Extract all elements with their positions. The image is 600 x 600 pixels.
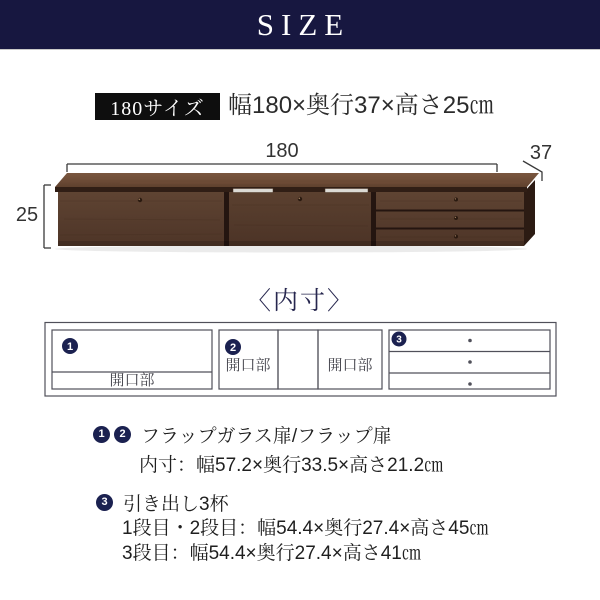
flap-badge-2: 2 [114, 426, 131, 443]
flap-badge-1: 1 [93, 426, 110, 443]
floor-shadow [55, 246, 527, 253]
drawers-title-line [96, 489, 229, 516]
opening-label-2a: 開口部 [225, 357, 271, 374]
drawer-divider [376, 228, 524, 230]
hinge-strip [325, 189, 368, 193]
opening-label-2b: 開口部 [327, 357, 373, 374]
page-title: SIZE [256, 6, 351, 42]
height-dimension-label: 25 [15, 204, 39, 226]
drawer-knob-dot [468, 339, 472, 343]
depth-dimension-label: 37 [529, 142, 553, 164]
drawers-badge: 3 [96, 494, 113, 511]
compartment-2-badge-number: 2 [229, 342, 237, 354]
header-bar [0, 0, 600, 50]
base-shading [58, 241, 524, 246]
compartment-3-badge-number: 3 [396, 334, 402, 346]
top-front-edge [55, 187, 527, 192]
inner-size-title: 〈内寸〉 [245, 288, 354, 315]
door-divider [224, 192, 229, 246]
drawers-dims-line-1 [122, 513, 488, 540]
flap-door-title: フラップガラス扉/フラップ扉 [141, 426, 392, 447]
compartment-1-badge-number: 1 [66, 341, 74, 353]
drawers-title: 引き出し3杯 [123, 494, 229, 515]
flap-door-title-line [93, 421, 392, 448]
top-surface [55, 173, 539, 187]
drawer-knob-dot [468, 382, 472, 386]
door-divider [371, 192, 376, 246]
width-dimension-label: 180 [265, 140, 299, 162]
flap-door-dims-line [139, 450, 443, 477]
hinge-strip [233, 189, 273, 193]
drawers-rows-1-2-dims: 1段目・2段目：幅54.4×奥行27.4×高さ45㎝ [122, 518, 489, 539]
inner-size-schematic [0, 318, 600, 403]
flap-door-inner-dims: 内寸：幅57.2×奥行33.5×高さ21.2㎝ [139, 455, 444, 476]
drawer-divider [376, 210, 524, 212]
size-variant-badge: 180サイズ [95, 93, 220, 120]
outer-dimensions-text: 幅180×奥行37×高さ25㎝ [228, 92, 494, 119]
drawer-knob-dot [468, 360, 472, 364]
drawers-dims-line-2 [122, 538, 421, 565]
furniture-diagram [0, 135, 600, 260]
opening-label-1: 開口部 [109, 372, 155, 389]
drawers-row-3-dims: 3段目：幅54.4×奥行27.4×高さ41㎝ [122, 543, 421, 564]
